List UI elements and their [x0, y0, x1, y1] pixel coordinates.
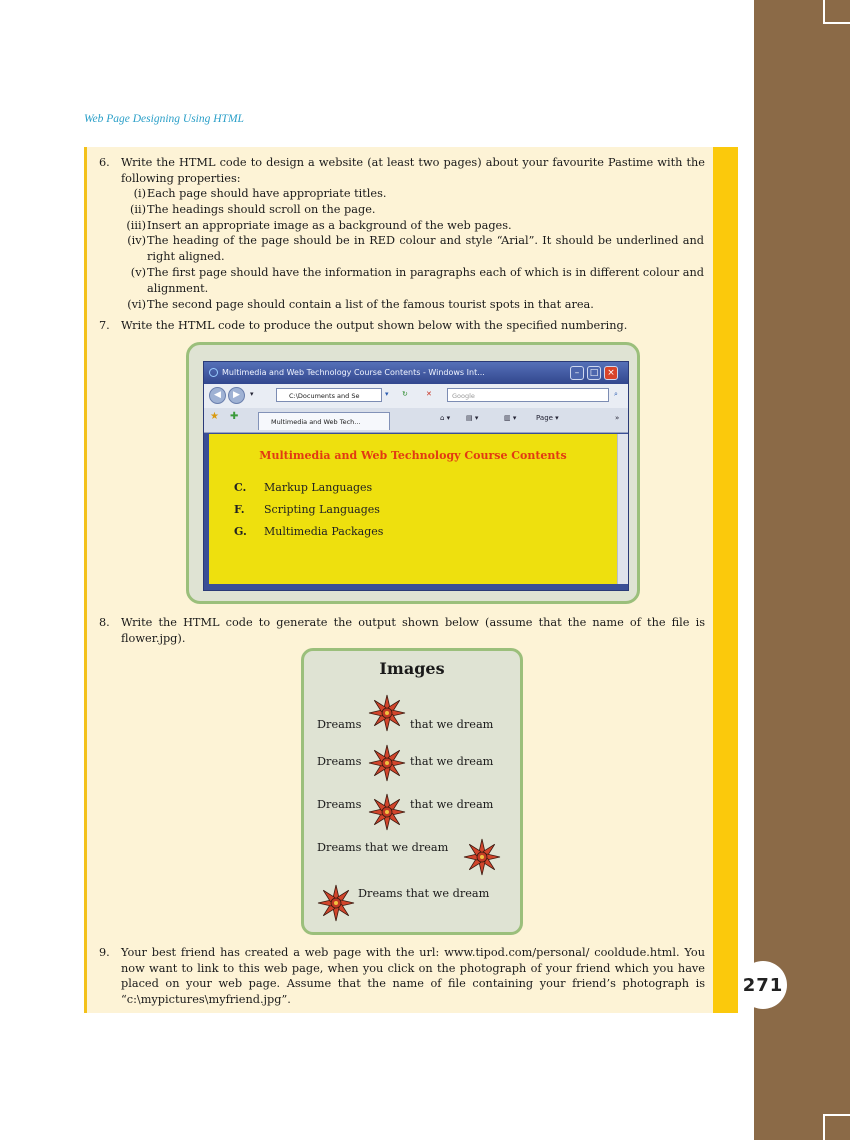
search-input[interactable]: Google	[447, 388, 609, 402]
dreams-text: Dreams	[317, 755, 362, 768]
question-number: 7.	[99, 319, 110, 332]
question-7	[99, 318, 705, 334]
question-text: Write the HTML code to generate the output shown below (assume that the name of the file is flower.jpg).	[121, 616, 705, 645]
sub-item-number: (vi)	[127, 297, 146, 311]
figure-title: Images	[379, 659, 445, 678]
panel-stripe	[713, 147, 738, 1013]
sub-item	[112, 297, 704, 313]
question-6	[99, 155, 705, 186]
sub-item-text: The heading of the page should be in RED colour and style “Arial”. It should be underlined and right aligned.	[147, 234, 704, 264]
list-item-letter: C.	[234, 481, 247, 494]
question-8	[99, 615, 705, 646]
close-icon[interactable]: ×	[604, 366, 618, 380]
go-icon[interactable]: ▾	[385, 390, 389, 398]
dreams-text: Dreams	[317, 718, 362, 731]
page-number: 271	[739, 961, 787, 1009]
sub-item-number: (v)	[130, 265, 146, 279]
sub-item-number: (i)	[133, 187, 146, 200]
that-we-dream-text: that we dream	[410, 798, 494, 811]
that-we-dream-text: that we dream	[410, 718, 494, 731]
question-text: Your best friend has created a web page with the url: www.tipod.com/personal/ cooldude.html. You now want to link to this web page, when you click on the photograph of your friend which you have placed on your web page. Assume that the name of file containing your friend’s photograph is “c:\mypictures\myfriend.jpg”.	[121, 946, 705, 1006]
sub-item-number: (ii)	[129, 202, 146, 216]
page-menu-label: Page	[536, 414, 553, 422]
dreams-that-we-dream-text: Dreams that we dream	[358, 887, 490, 900]
home-icon[interactable]: ⌂ ▾	[440, 414, 451, 422]
minimize-icon[interactable]: –	[570, 366, 584, 380]
content-title: Multimedia and Web Technology Course Contents	[259, 449, 567, 462]
running-head: Web Page Designing Using HTML	[84, 113, 244, 125]
sub-item-number: (iii)	[126, 218, 146, 232]
vertical-scrollbar[interactable]	[617, 434, 628, 584]
question-number: 8.	[99, 616, 110, 629]
dreams-text: Dreams	[317, 798, 362, 811]
list-item-label: Multimedia Packages	[264, 525, 384, 538]
that-we-dream-text: that we dream	[410, 755, 494, 768]
address-bar[interactable]: C:\Documents and Se	[276, 388, 382, 402]
print-icon[interactable]: ▥ ▾	[504, 414, 517, 422]
flower-image	[368, 744, 406, 782]
refresh-icon[interactable]: ↻	[402, 390, 408, 398]
flower-image	[463, 838, 501, 876]
list-item	[234, 525, 383, 538]
images-figure	[301, 648, 523, 935]
dreams-that-we-dream-text: Dreams that we dream	[317, 841, 449, 854]
sub-item-text: The headings should scroll on the page.	[147, 202, 376, 216]
list-item-letter: F.	[234, 503, 245, 516]
address-toolbar	[204, 384, 628, 408]
question-6-sublist	[112, 186, 704, 312]
back-icon[interactable]: ◀	[209, 387, 226, 404]
sub-item-text: The second page should contain a list of the famous tourist spots in that area.	[147, 297, 594, 311]
sub-item	[112, 186, 704, 202]
flower-image	[368, 694, 406, 732]
sub-item-text: Insert an appropriate image as a background of the web pages.	[147, 218, 512, 232]
ie-logo-icon	[209, 368, 218, 377]
favorites-star-icon[interactable]: ★	[210, 411, 219, 422]
question-9	[99, 945, 705, 1007]
sub-item-text: The first page should have the information in paragraphs each of which is in different colour and alignment.	[147, 265, 704, 295]
list-item-label: Markup Languages	[264, 481, 373, 494]
browser-figure	[186, 342, 640, 604]
search-icon[interactable]: ⌕	[614, 390, 618, 398]
browser-title: Multimedia and Web Technology Course Contents - Windows Int...	[222, 368, 485, 377]
list-item-label: Scripting Languages	[264, 503, 380, 516]
more-icon[interactable]: »	[615, 414, 620, 422]
dropdown-arrow-icon[interactable]: ▾	[250, 390, 254, 398]
tab-toolbar	[204, 408, 628, 433]
stop-icon[interactable]: ✕	[426, 390, 432, 398]
maximize-icon[interactable]: □	[587, 366, 601, 380]
sub-item	[112, 218, 704, 234]
flower-image	[317, 884, 355, 922]
tab-course-contents[interactable]: Multimedia and Web Tech...	[258, 412, 390, 430]
list-item-letter: G.	[234, 525, 247, 538]
browser-titlebar	[204, 362, 628, 384]
feeds-icon[interactable]: ▤ ▾	[466, 414, 479, 422]
flower-image	[368, 793, 406, 831]
page-menu[interactable]: Page ▾	[536, 414, 559, 422]
page-content	[209, 434, 617, 584]
crop-mark-top	[823, 0, 850, 24]
forward-icon[interactable]: ▶	[228, 387, 245, 404]
sub-item	[112, 233, 704, 265]
question-number: 6.	[99, 156, 110, 169]
question-text: Write the HTML code to design a website (at least two pages) about your favourite Pastime with the following properties:	[121, 156, 705, 185]
question-text: Write the HTML code to produce the output shown below with the specified numbering.	[121, 319, 628, 332]
add-favorite-icon[interactable]: ✚	[230, 411, 239, 422]
list-item	[234, 481, 372, 494]
browser-window	[203, 361, 629, 591]
sub-item	[112, 265, 704, 297]
sub-item-number: (iv)	[127, 234, 146, 248]
question-number: 9.	[99, 946, 110, 959]
sub-item-text: Each page should have appropriate titles.	[147, 187, 387, 200]
sub-item	[112, 202, 704, 218]
list-item	[234, 503, 380, 516]
